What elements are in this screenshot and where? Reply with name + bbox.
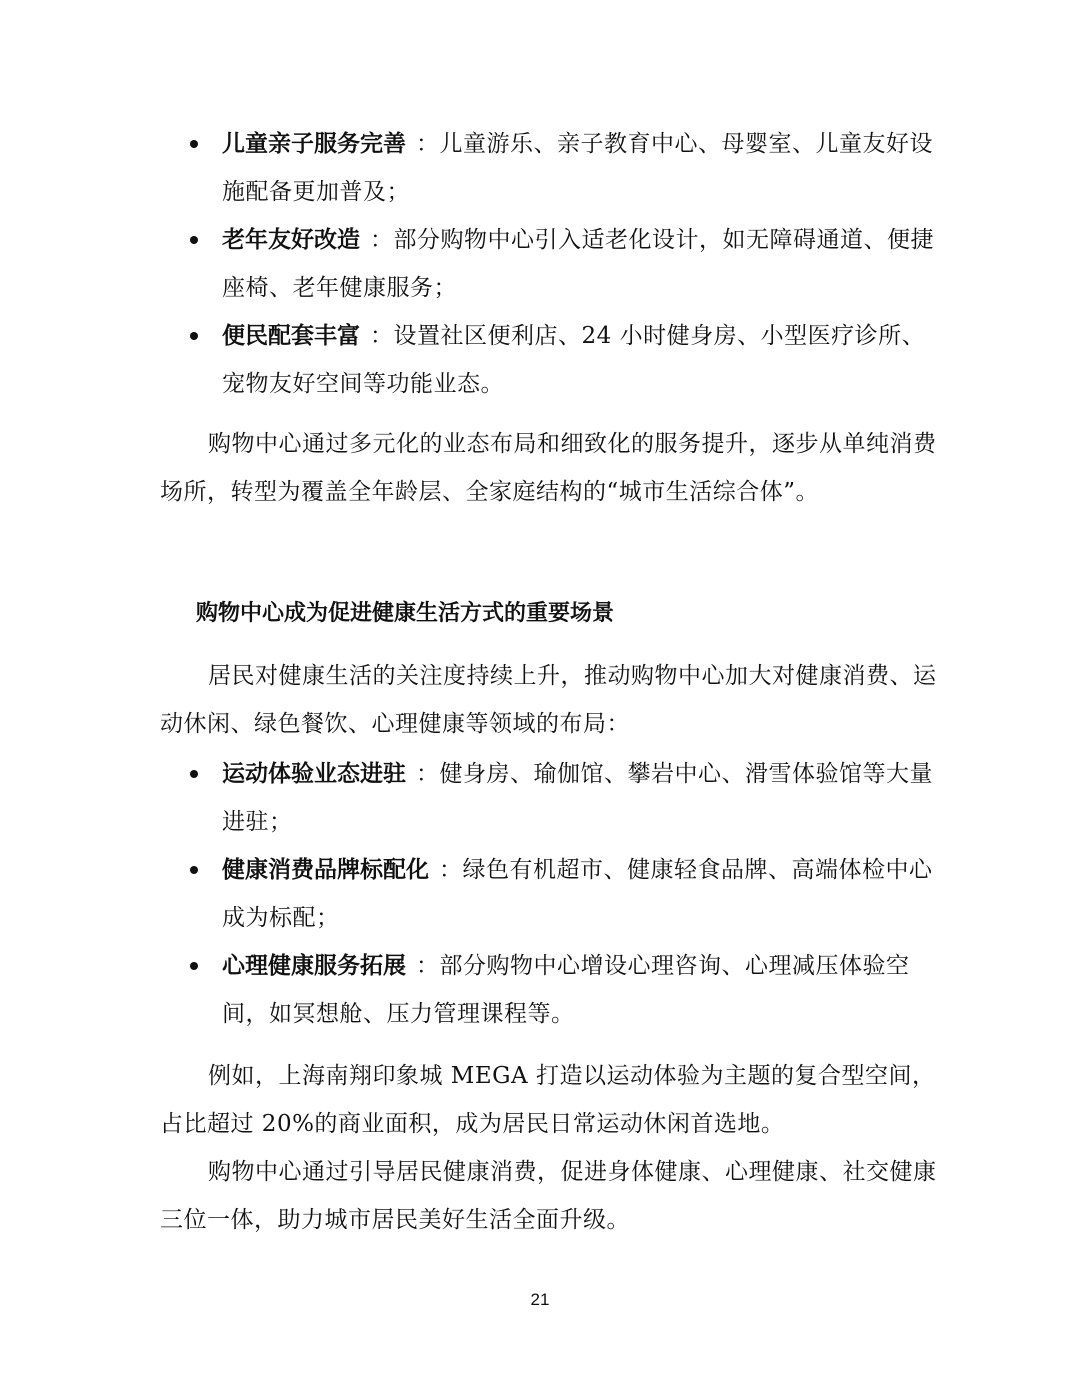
list-item — [160, 120, 940, 216]
bullet-icon — [190, 332, 198, 340]
bullet-text: 健身房、瑜伽馆、攀岩中心、滑雪体验馆等大量进驻； — [222, 761, 933, 835]
bullet-separator: ： — [370, 323, 394, 349]
bullet-term: 便民配套丰富 — [222, 323, 360, 349]
summary-paragraph: 购物中心通过多元化的业态布局和细致化的服务提升，逐步从单纯消费场所，转型为覆盖全年龄层、全家庭结构的“城市生活综合体”。 — [160, 431, 937, 505]
bullet-icon — [190, 962, 198, 970]
bullet-term: 儿童亲子服务完善 — [222, 131, 406, 157]
bullet-separator: ： — [439, 857, 463, 883]
bullet-icon — [190, 140, 198, 148]
bullet-text: 部分购物中心增设心理咨询、心理减压体验空间，如冥想舱、压力管理课程等。 — [222, 953, 910, 1027]
bullet-separator: ： — [416, 761, 440, 787]
example-paragraph: 例如，上海南翔印象城 MEGA 打造以运动体验为主题的复合型空间，占比超过 20%的商业面积，成为居民日常运动休闲首选地。 — [160, 1063, 936, 1137]
section-heading: 购物中心成为促进健康生活方式的重要场景 — [196, 601, 615, 626]
bullet-text: 绿色有机超市、健康轻食品牌、高端体检中心成为标配； — [222, 857, 933, 931]
bullet-text: 设置社区便利店、24 小时健身房、小型医疗诊所、宠物友好空间等功能业态。 — [222, 323, 926, 397]
bullet-icon — [190, 866, 198, 874]
list-item — [160, 750, 940, 846]
list-item — [160, 312, 940, 408]
bullet-text: 儿童游乐、亲子教育中心、母婴室、儿童友好设施配备更加普及； — [222, 131, 933, 205]
list-item — [160, 216, 940, 312]
bullet-separator: ： — [416, 131, 440, 157]
list-item — [160, 846, 940, 942]
intro-paragraph: 居民对健康生活的关注度持续上升，推动购物中心加大对健康消费、运动休闲、绿色餐饮、心理健康等领域的布局： — [160, 663, 937, 737]
bullet-separator: ： — [416, 953, 440, 979]
bullet-term: 健康消费品牌标配化 — [222, 857, 429, 883]
bullet-icon — [190, 236, 198, 244]
bullet-term: 运动体验业态进驻 — [222, 761, 406, 787]
service-bullet-list — [160, 120, 940, 408]
list-item — [160, 942, 940, 1038]
health-bullet-list — [160, 750, 940, 1038]
bullet-term: 心理健康服务拓展 — [222, 953, 406, 979]
bullet-text: 部分购物中心引入适老化设计，如无障碍通道、便捷座椅、老年健康服务； — [222, 227, 934, 301]
bullet-term: 老年友好改造 — [222, 227, 360, 253]
bullet-separator: ： — [370, 227, 394, 253]
conclusion-paragraph: 购物中心通过引导居民健康消费，促进身体健康、心理健康、社交健康三位一体，助力城市居民美好生活全面升级。 — [160, 1159, 937, 1233]
bullet-icon — [190, 770, 198, 778]
page-number: 21 — [530, 1290, 550, 1309]
